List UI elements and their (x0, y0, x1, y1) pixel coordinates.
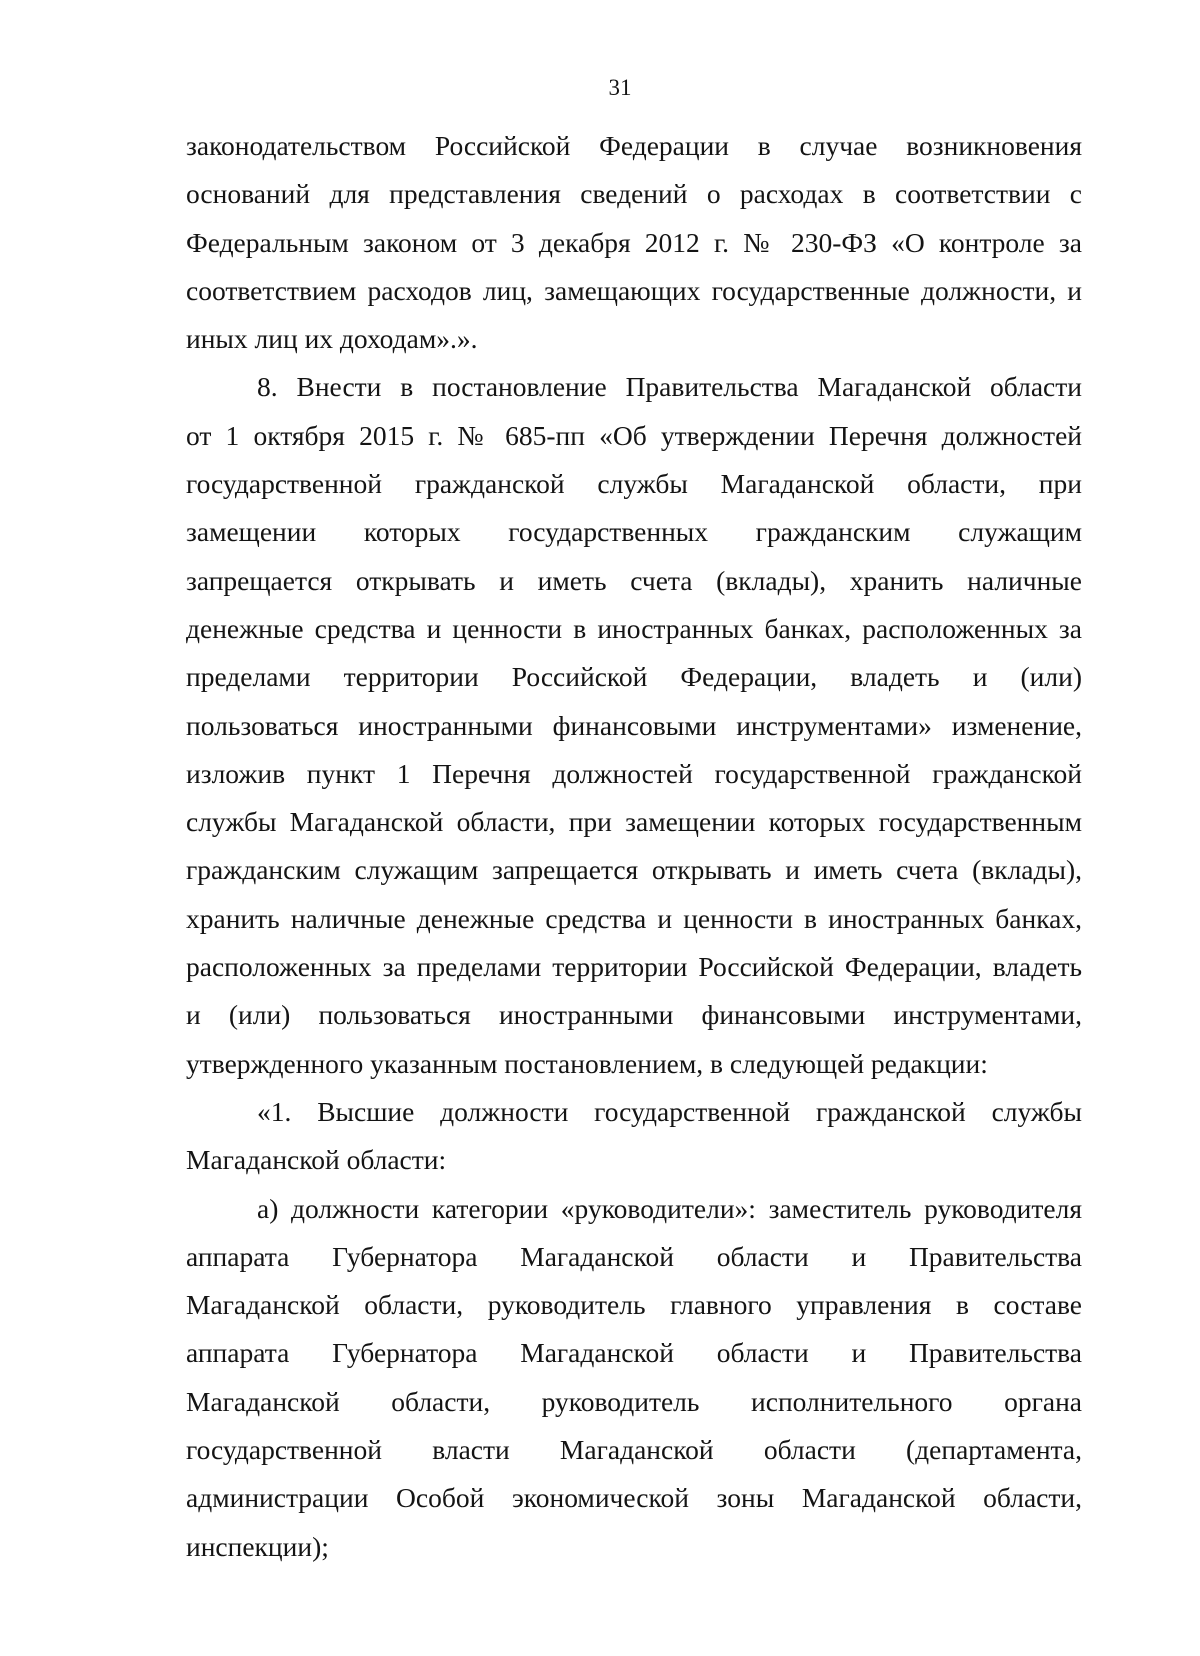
text-line: гражданским служащим запрещается открывать и иметь счета (вклады), (186, 854, 1082, 886)
text-line: государственной гражданской службы Магаданской области, при (186, 468, 1082, 500)
text-line: инспекции); (186, 1530, 329, 1562)
text-line: пользоваться иностранными финансовыми инструментами» изменение, (186, 709, 1082, 741)
paragraph-continuation (186, 122, 1082, 363)
text-line: от 1 октября 2015 г. № 685-пп «Об утверждении Перечня должностей (186, 419, 1082, 451)
text-line: замещении которых государственных гражданским служащим (186, 516, 1082, 548)
text-line: иных лиц их доходам».». (186, 323, 478, 355)
text-line: аппарата Губернатора Магаданской области и Правительства (186, 1337, 1082, 1369)
text-line: Магаданской области, руководитель исполнительного органа (186, 1385, 1082, 1417)
text-line: и (или) пользоваться иностранными финансовыми инструментами, (186, 999, 1082, 1031)
text-line: государственной власти Магаданской области (департамента, (186, 1434, 1082, 1466)
page-number: 31 (608, 75, 632, 100)
paragraph-quoted-item-1 (186, 1088, 1082, 1185)
text-line: Федеральным законом от 3 декабря 2012 г. № 230-ФЗ «О контроле за (186, 226, 1082, 258)
text-line: запрещается открывать и иметь счета (вклады), хранить наличные (186, 564, 1082, 596)
text-line: соответствием расходов лиц, замещающих государственные должности, и (186, 274, 1082, 306)
text-line: а) должности категории «руководители»: заместитель руководителя (257, 1192, 1082, 1224)
document-body (186, 122, 1082, 1571)
text-line: денежные средства и ценности в иностранных банках, расположенных за (186, 612, 1082, 644)
text-line: пределами территории Российской Федерации, владеть и (или) (186, 661, 1082, 693)
text-line: Магаданской области: (186, 1144, 447, 1176)
text-line: изложив пункт 1 Перечня должностей государственной гражданской (186, 757, 1082, 789)
text-line: утвержденного указанным постановлением, в следующей редакции: (186, 1047, 988, 1079)
text-line: Магаданской области, руководитель главного управления в составе (186, 1289, 1082, 1321)
text-line: «1. Высшие должности государственной гражданской службы (257, 1095, 1082, 1127)
text-line: хранить наличные денежные средства и ценности в иностранных банках, (186, 902, 1082, 934)
text-line: администрации Особой экономической зоны Магаданской области, (186, 1482, 1082, 1514)
text-line: оснований для представления сведений о расходах в соответствии с (186, 178, 1082, 210)
text-line: аппарата Губернатора Магаданской области и Правительства (186, 1240, 1082, 1272)
paragraph-item-8 (186, 363, 1082, 1087)
text-line: расположенных за пределами территории Российской Федерации, владеть (186, 951, 1082, 983)
text-line: 8. Внести в постановление Правительства Магаданской области (257, 371, 1082, 403)
text-line: службы Магаданской области, при замещении которых государственным (186, 806, 1082, 838)
paragraph-subitem-a (186, 1185, 1082, 1571)
text-line: законодательством Российской Федерации в случае возникновения (186, 130, 1082, 161)
